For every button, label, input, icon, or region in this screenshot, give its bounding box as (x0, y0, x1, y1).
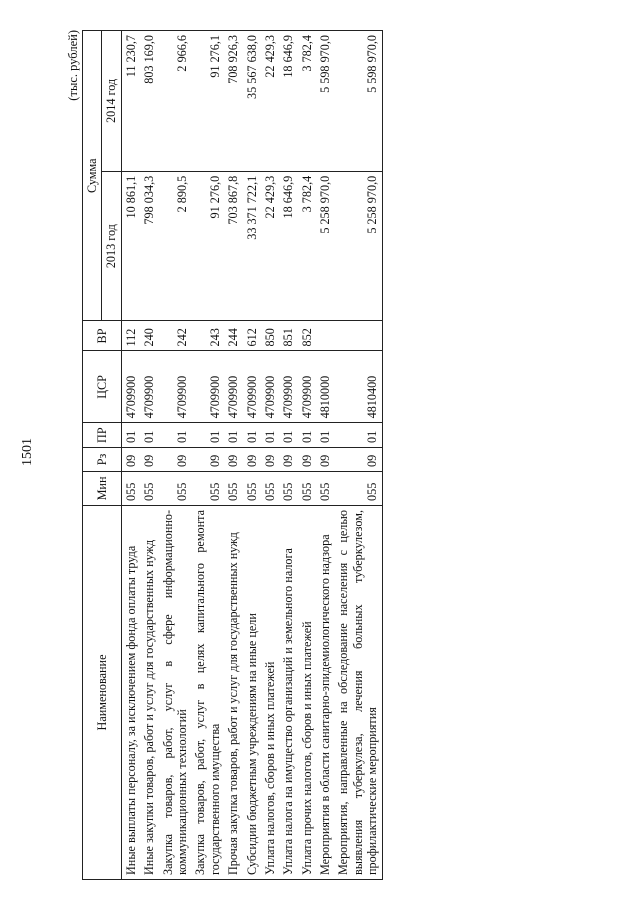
row-name: Уплата налога на имущество организаций и земельного налога (279, 505, 297, 879)
row-min: 055 (121, 471, 140, 505)
row-vr: 242 (159, 321, 192, 351)
row-2013: 91 276,0 (191, 171, 224, 321)
row-vr: 244 (224, 321, 242, 351)
row-2014: 5 598 970,0 (316, 31, 334, 172)
row-min: 055 (140, 471, 158, 505)
row-csr: 4709900 (279, 351, 297, 423)
row-2013: 22 429,3 (261, 171, 279, 321)
row-vr: 851 (279, 321, 297, 351)
row-pr: 01 (316, 423, 334, 448)
row-name: Мероприятия в области санитарно-эпидемиологического надзора (316, 505, 334, 879)
row-min: 055 (261, 471, 279, 505)
row-csr: 4709900 (261, 351, 279, 423)
row-pr: 01 (121, 423, 140, 448)
row-rz: 09 (243, 447, 261, 471)
header-sum: Сумма (83, 31, 102, 321)
row-name: Мероприятия, направленные на обследование населения с целью выявления туберкулеза, лечения больных туберкулезом, профилактические мероприятия (334, 505, 382, 879)
row-csr: 4709900 (298, 351, 316, 423)
row-csr: 4810400 (334, 351, 382, 423)
table-row (191, 31, 224, 880)
row-name: Уплата прочих налогов, сборов и иных платежей (298, 505, 316, 879)
table-row (140, 31, 158, 880)
row-2013: 2 890,5 (159, 171, 192, 321)
row-pr: 01 (298, 423, 316, 448)
row-2013: 5 258 970,0 (334, 171, 382, 321)
row-2014: 18 646,9 (279, 31, 297, 172)
row-name: Закупка товаров, работ, услуг в целях капитального ремонта государственного имущества (191, 505, 224, 879)
row-vr: 112 (121, 321, 140, 351)
row-csr: 4709900 (243, 351, 261, 423)
row-pr: 01 (224, 423, 242, 448)
header-pr: ПР (83, 423, 122, 448)
table-row (121, 31, 140, 880)
table-row (159, 31, 192, 880)
row-pr: 01 (334, 423, 382, 448)
row-vr: 850 (261, 321, 279, 351)
row-csr: 4709900 (224, 351, 242, 423)
row-min: 055 (279, 471, 297, 505)
row-name: Закупка товаров, работ, услуг в сфере информационно-коммуникационных технологий (159, 505, 192, 879)
row-pr: 01 (140, 423, 158, 448)
row-2014: 803 169,0 (140, 31, 158, 172)
row-pr: 01 (279, 423, 297, 448)
row-rz: 09 (121, 447, 140, 471)
row-2013: 18 646,9 (279, 171, 297, 321)
units-note: (тыс. рублей) (66, 30, 80, 101)
page-number: 1501 (20, 438, 35, 466)
row-2014: 2 966,6 (159, 31, 192, 172)
table-row (298, 31, 316, 880)
row-rz: 09 (261, 447, 279, 471)
row-2014: 708 926,3 (224, 31, 242, 172)
row-rz: 09 (334, 447, 382, 471)
budget-table-page (66, 30, 626, 880)
row-csr: 4810000 (316, 351, 334, 423)
row-2014: 35 567 638,0 (243, 31, 261, 172)
header-csr: ЦСР (83, 351, 122, 423)
header-vr: ВР (83, 321, 122, 351)
row-vr (334, 321, 382, 351)
table-row (334, 31, 382, 880)
row-vr: 852 (298, 321, 316, 351)
row-rz: 09 (224, 447, 242, 471)
row-2013: 798 034,3 (140, 171, 158, 321)
row-min: 055 (191, 471, 224, 505)
row-min: 055 (159, 471, 192, 505)
row-min: 055 (316, 471, 334, 505)
row-csr: 4709900 (121, 351, 140, 423)
row-2014: 91 276,1 (191, 31, 224, 172)
row-name: Прочая закупка товаров, работ и услуг для государственных нужд (224, 505, 242, 879)
row-2013: 33 371 722,1 (243, 171, 261, 321)
row-vr: 243 (191, 321, 224, 351)
row-vr (316, 321, 334, 351)
row-min: 055 (224, 471, 242, 505)
row-2013: 5 258 970,0 (316, 171, 334, 321)
row-csr: 4709900 (140, 351, 158, 423)
row-2013: 703 867,8 (224, 171, 242, 321)
header-name: Наименование (83, 505, 122, 879)
row-pr: 01 (243, 423, 261, 448)
table-row (224, 31, 242, 880)
row-2014: 11 230,7 (121, 31, 140, 172)
row-name: Иные выплаты персоналу, за исключением фонда оплаты труда (121, 505, 140, 879)
row-rz: 09 (191, 447, 224, 471)
row-min: 055 (298, 471, 316, 505)
row-name: Уплата налогов, сборов и иных платежей (261, 505, 279, 879)
table-row (261, 31, 279, 880)
header-rz: Рз (83, 447, 122, 471)
row-2013: 10 861,1 (121, 171, 140, 321)
header-2014: 2014 год (102, 31, 121, 172)
table-row (316, 31, 334, 880)
row-pr: 01 (191, 423, 224, 448)
row-min: 055 (243, 471, 261, 505)
budget-table (82, 30, 383, 880)
row-vr: 612 (243, 321, 261, 351)
row-name: Субсидии бюджетным учреждениям на иные цели (243, 505, 261, 879)
header-2013: 2013 год (102, 171, 121, 321)
header-min: Мин (83, 471, 122, 505)
row-rz: 09 (316, 447, 334, 471)
row-min: 055 (334, 471, 382, 505)
table-row (243, 31, 261, 880)
row-name: Иные закупки товаров, работ и услуг для государственных нужд (140, 505, 158, 879)
row-pr: 01 (261, 423, 279, 448)
row-2013: 3 782,4 (298, 171, 316, 321)
row-vr: 240 (140, 321, 158, 351)
table-row (279, 31, 297, 880)
row-2014: 22 429,3 (261, 31, 279, 172)
row-rz: 09 (140, 447, 158, 471)
table-body (121, 31, 382, 880)
row-rz: 09 (279, 447, 297, 471)
row-2014: 5 598 970,0 (334, 31, 382, 172)
row-csr: 4709900 (191, 351, 224, 423)
row-rz: 09 (159, 447, 192, 471)
row-pr: 01 (159, 423, 192, 448)
row-csr: 4709900 (159, 351, 192, 423)
row-2014: 3 782,4 (298, 31, 316, 172)
row-rz: 09 (298, 447, 316, 471)
